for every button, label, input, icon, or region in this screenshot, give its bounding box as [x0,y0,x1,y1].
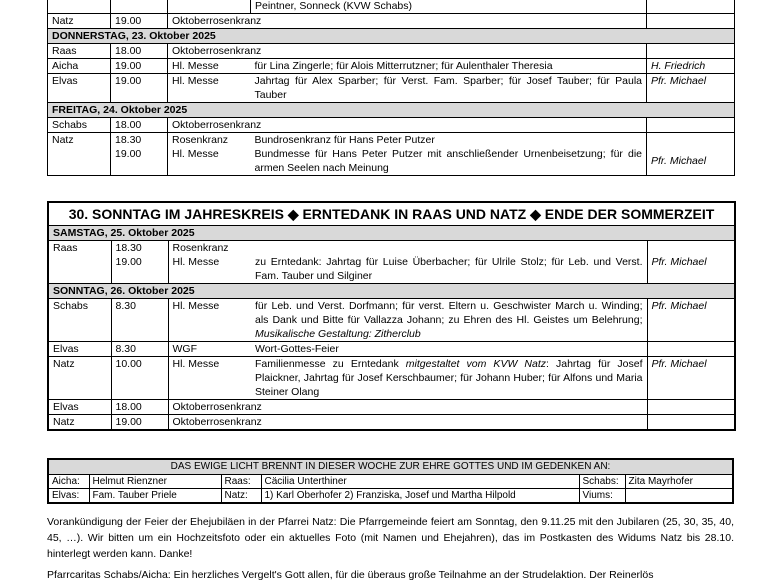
intention-text: zu Erntedank: Jahrtag für Luise Überbacher; für Ulrile Stolz; für Leb. und Verst. Fam. Tauber und Silginer [251,255,647,284]
value: Cäcilia Unterthiner [261,475,579,489]
service-type: Oktoberrosenkranz [168,14,647,29]
kvw-note: mitgestaltet vom KVW Natz [405,358,547,370]
time: 18.30 [111,133,168,148]
table-row [48,241,735,256]
time: 18.00 [111,400,168,415]
jubilee-note: Vorankündigung der Feier der Ehejubiläen in der Pfarrei Natz: Die Pfarrgemeinde feiert am Sonntag, den 9.11.25 mit den Jubilaren (25, 30, 35, 40, 45, …). Wir bitten um ein Hochzeitsfoto oder ein aktuelles Foto (mit Namen und Ehejahren), das im Postkasten des Widums Natz bis 28.10. hinterlegt werden kann. Danke! [47,516,734,560]
eternal-light-table [49,475,732,502]
time: 19.00 [111,59,168,74]
table-row [49,475,732,489]
service-type: Oktoberrosenkranz [168,400,647,415]
caritas-note: Pfarrcaritas Schabs/Aicha: Ein herzliches Vergelt's Gott allen, für die überaus große Teilnahme an der Strudelaktion. Der Reinerlös [47,569,654,581]
time: 8.30 [111,342,168,357]
table-row [48,415,735,431]
service-type: Oktoberrosenkranz [168,118,647,133]
place: Natz [48,357,111,400]
intention-text: Jahrtag für Alex Sparber; für Verst. Fam. Sparber; für Josef Tauber; für Paula Tauber [251,74,647,103]
place: Elvas [48,400,111,415]
service-type: Hl. Messe [168,74,251,103]
service-type: Hl. Messe [168,299,251,342]
table-row [48,357,735,400]
celebrant: Pfr. Michael [647,255,735,284]
table-row [48,133,735,148]
table-row [48,255,735,284]
celebrant: Pfr. Michael [647,299,735,342]
intention-text: Familienmesse zu Erntedank mitgestaltet vom KVW Natz: Jahrtag für Josef Plaickner, Jahrtag für Josef Kerschbaumer; für Johann Huber; für Alfons und Maria Steiner Olang [251,357,647,400]
intention-text: für Lina Zingerle; für Alois Mitterrutzner; für Aulenthaler Theresia [251,59,647,74]
place: Raas [48,44,111,59]
value: 1) Karl Oberhofer 2) Franziska, Josef und Martha Hilpold [261,489,579,503]
table-row [48,400,735,415]
value: Zita Mayrhofer [625,475,732,489]
value [625,489,732,503]
table-row [48,342,735,357]
place: Natz [48,14,111,29]
celebrant: Pfr. Michael [647,147,735,176]
schedule-table-sunday [47,201,736,431]
celebrant: Pfr. Michael [647,74,735,103]
schedule-table-week [47,0,735,176]
service-type: Hl. Messe [168,147,251,176]
label: Natz: [221,489,261,503]
celebrant: H. Friedrich [647,59,735,74]
place: Elvas [48,342,111,357]
service-type: Rosenkranz [168,133,251,148]
day-header-friday: FREITAG, 24. Oktober 2025 [48,103,735,118]
table-row [48,0,735,14]
eternal-light-title: DAS EWIGE LICHT BRENNT IN DIESER WOCHE ZUR EHRE GOTTES UND IM GEDENKEN AN: [49,460,732,475]
place: Elvas [48,74,111,103]
label: Viums: [579,489,625,503]
label: Raas: [221,475,261,489]
label: Elvas: [49,489,89,503]
table-row [48,118,735,133]
table-row [48,299,735,342]
intention-text: für Leb. und Verst. Dorfmann; für verst. Eltern u. Geschwister March u. Winding; als Dank und Bitte für Vallazza Johann; zu Ehren des Hl. Geistes um Belehrung; Musikalische Gestaltung: Zitherclub [251,299,647,342]
time: 18.00 [111,44,168,59]
place: Raas [48,241,111,256]
eternal-light-box [47,458,734,504]
service-type: Hl. Messe [168,357,251,400]
place: Aicha [48,59,111,74]
time: 19.00 [111,415,168,431]
celebrant: Pfr. Michael [647,357,735,400]
service-type: Hl. Messe [168,59,251,74]
intention-text: Wort-Gottes-Feier [251,342,647,357]
music-note: Musikalische Gestaltung: Zitherclub [255,328,421,340]
time: 19.00 [111,74,168,103]
table-row [48,14,735,29]
intention-text: Bundrosenkranz für Hans Peter Putzer [251,133,647,148]
day-header-sunday: SONNTAG, 26. Oktober 2025 [48,284,735,299]
table-row [48,44,735,59]
time: 19.00 [111,147,168,176]
value: Fam. Tauber Priele [89,489,221,503]
service-type: Rosenkranz [168,241,251,256]
place: Natz [48,415,111,431]
place: Schabs [48,118,111,133]
sunday-title: 30. SONNTAG IM JAHRESKREIS ◆ ERNTEDANK IN RAAS UND NATZ ◆ ENDE DER SOMMERZEIT [48,202,735,226]
time: 19.00 [111,255,168,284]
table-row [48,59,735,74]
service-type: Oktoberrosenkranz [168,44,647,59]
service-type: Oktoberrosenkranz [168,415,647,431]
time: 10.00 [111,357,168,400]
table-row [49,489,732,503]
intention-text: Bundmesse für Hans Peter Putzer mit anschließender Urnenbeisetzung; für die armen Seelen nach Meinung [251,147,647,176]
time: 19.00 [111,14,168,29]
table-row [48,74,735,103]
day-header-saturday: SAMSTAG, 25. Oktober 2025 [48,226,735,241]
intention-text: Peintner, Sonneck (KVW Schabs) [251,0,647,14]
time: 18.30 [111,241,168,256]
value: Helmut Rienzner [89,475,221,489]
service-type: Hl. Messe [168,255,251,284]
place: Schabs [48,299,111,342]
time: 8.30 [111,299,168,342]
place: Natz [48,133,111,148]
table-row [48,147,735,176]
label: Schabs: [579,475,625,489]
time: 18.00 [111,118,168,133]
day-header-thursday: DONNERSTAG, 23. Oktober 2025 [48,29,735,44]
service-type: WGF [168,342,251,357]
label: Aicha: [49,475,89,489]
